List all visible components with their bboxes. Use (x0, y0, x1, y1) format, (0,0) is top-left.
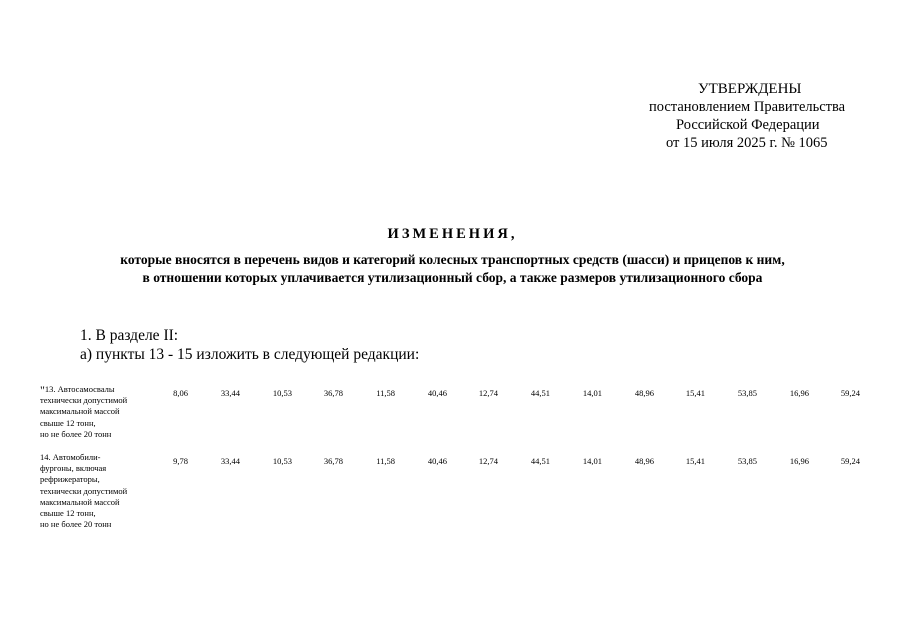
subsection-paragraph: а) пункты 13 - 15 изложить в следующей редакции: (80, 346, 420, 363)
table-cell: 53,85 (737, 388, 757, 398)
table-cell: 8,06 (173, 388, 188, 398)
table-cell: 12,74 (478, 388, 498, 398)
table-cell: 44,51 (530, 388, 550, 398)
approval-line-2: Российской Федерации (676, 117, 820, 133)
row-description-line: максимальной массой (40, 496, 120, 507)
fee-table (40, 384, 860, 542)
table-cell: 53,85 (737, 456, 757, 466)
row-description-line: свыше 12 тонн, (40, 508, 96, 519)
document-subtitle-line-2: в отношении которых уплачивается утилизационный сбор, а также размеров утилизационного сбора (142, 270, 763, 285)
row-description (40, 384, 160, 440)
opening-quote: " (40, 383, 45, 397)
row-description-line: но не более 20 тонн (40, 428, 112, 439)
table-cell: 11,58 (376, 456, 395, 466)
table-cell: 15,41 (685, 456, 705, 466)
table-cell: 36,78 (323, 388, 343, 398)
approval-block (600, 80, 900, 152)
table-cell: 33,44 (220, 388, 240, 398)
approval-line-1: постановлением Правительства (649, 99, 846, 115)
table-cell: 44,51 (530, 456, 550, 466)
table-cell: 40,46 (427, 388, 447, 398)
table-cell: 12,74 (478, 456, 498, 466)
row-description-line: максимальной массой (40, 406, 120, 417)
table-cell: 10,53 (272, 388, 292, 398)
table-cell: 40,46 (427, 456, 447, 466)
table-cell: 10,53 (272, 456, 292, 466)
table-cell: 48,96 (634, 388, 654, 398)
row-description-line: 14. Автомобили- (40, 452, 101, 462)
table-cell: 33,44 (220, 456, 240, 466)
approval-title: УТВЕРЖДЕНЫ (698, 81, 802, 97)
table-cell: 59,24 (840, 388, 860, 398)
table-cell: 36,78 (323, 456, 343, 466)
table-cell: 48,96 (634, 456, 654, 466)
section-paragraph: 1. В разделе II: (80, 327, 179, 344)
row-description-line: рефрижераторы, (40, 474, 100, 485)
document-title: ИЗМЕНЕНИЯ, (387, 226, 518, 242)
row-description-line: 13. Автосамосвалы (44, 384, 115, 394)
row-description-line: свыше 12 тонн, (40, 417, 96, 428)
table-cell: 16,96 (789, 388, 809, 398)
table-cell: 9,78 (173, 456, 188, 466)
table-cell: 16,96 (789, 456, 809, 466)
table-cell: 59,24 (840, 456, 860, 466)
table-row (40, 452, 860, 542)
row-description-line: но не более 20 тонн (40, 519, 112, 530)
row-description-line: технически допустимой (40, 485, 128, 496)
table-cell: 11,58 (376, 388, 395, 398)
row-description-line: технически допустимой (40, 395, 128, 406)
table-cell: 14,01 (582, 388, 602, 398)
row-description (40, 452, 160, 530)
table-cell: 14,01 (582, 456, 602, 466)
row-description-line: фургоны, включая (40, 463, 107, 474)
approval-line-3: от 15 июля 2025 г. № 1065 (666, 135, 828, 151)
table-row (40, 384, 860, 452)
table-cell: 15,41 (685, 388, 705, 398)
document-subtitle-line-1: которые вносятся в перечень видов и категорий колесных транспортных средств (шасси) и прицепов к ним, (120, 252, 785, 267)
